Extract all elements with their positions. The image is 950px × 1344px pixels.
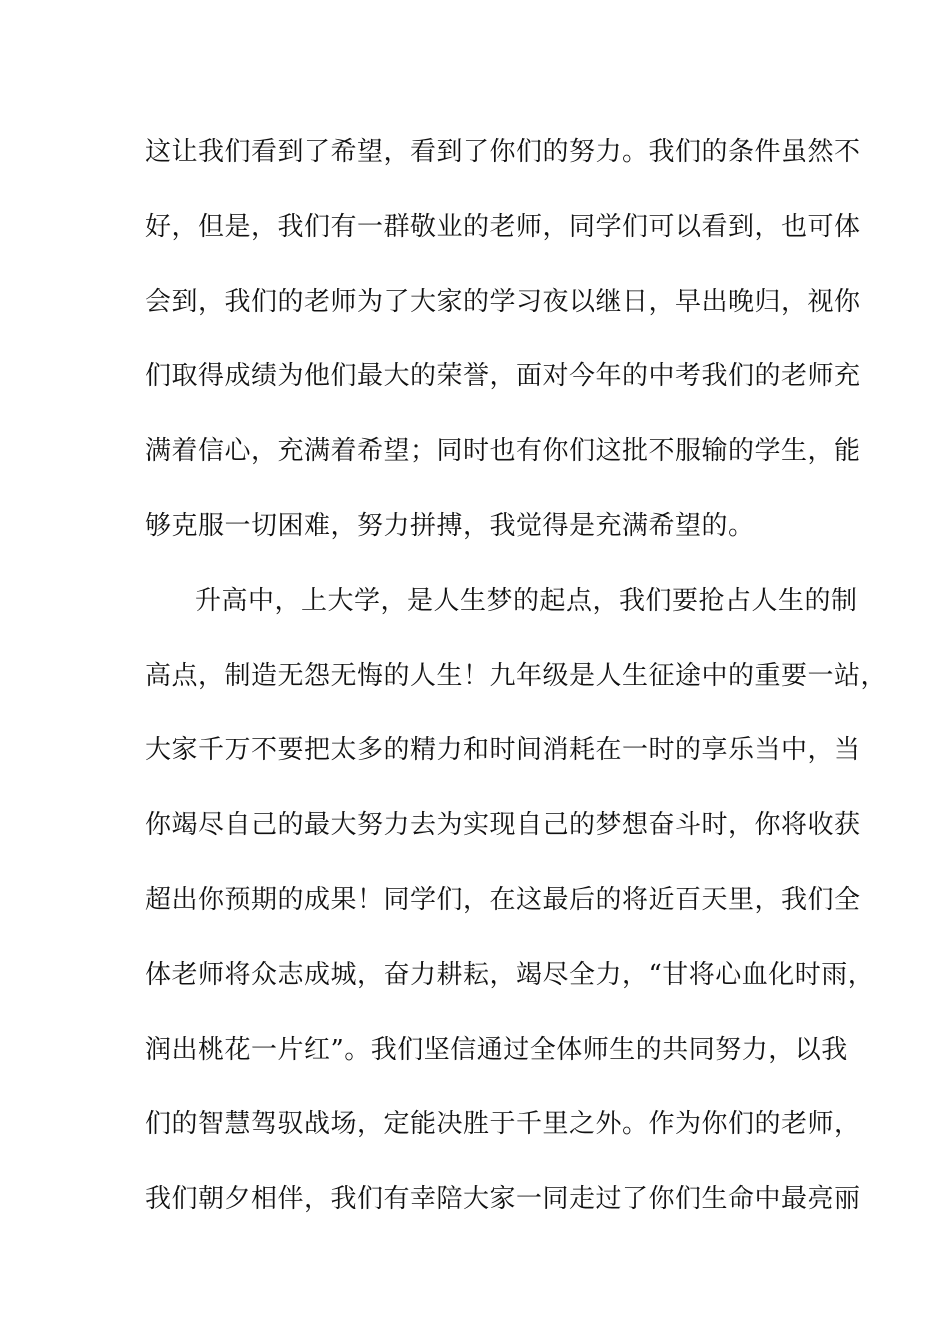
text-line: 超出你预期的成果！同学们，在这最后的将近百天里，我们全	[145, 884, 861, 915]
text-line: 润出桃花一片红”。我们坚信通过全体师生的共同努力，以我	[145, 1034, 848, 1065]
text-line: 高点，制造无怨无悔的人生！九年级是人生征途中的重要一站，	[145, 660, 888, 691]
text-line: 大家千万不要把太多的精力和时间消耗在一时的享乐当中，当	[145, 735, 861, 766]
text-line: 体老师将众志成城，奋力耕耘，竭尽全力，“甘将心血化时雨，	[145, 959, 875, 990]
text-line: 会到，我们的老师为了大家的学习夜以继日，早出晚归，视你	[145, 286, 861, 317]
text-line: 够克服一切困难，努力拼搏，我觉得是充满希望的。	[145, 510, 755, 541]
text-line: 我们朝夕相伴，我们有幸陪大家一同走过了你们生命中最亮丽	[145, 1184, 861, 1215]
text-line: 满着信心，充满着希望；同时也有你们这批不服输的学生，能	[145, 436, 861, 467]
text-line: 们取得成绩为他们最大的荣誉，面对今年的中考我们的老师充	[145, 361, 861, 392]
text-line: 这让我们看到了希望，看到了你们的努力。我们的条件虽然不	[145, 137, 861, 167]
paragraph-first-line: 升高中，上大学，是人生梦的起点，我们要抢占人生的制	[195, 585, 858, 616]
text-line: 们的智慧驾驭战场，定能决胜于千里之外。作为你们的老师，	[145, 1109, 861, 1140]
body-text	[145, 130, 888, 1252]
text-line: 好，但是，我们有一群敬业的老师，同学们可以看到，也可体	[145, 211, 861, 242]
text-line: 你竭尽自己的最大努力去为实现自己的梦想奋斗时，你将收获	[145, 810, 861, 841]
